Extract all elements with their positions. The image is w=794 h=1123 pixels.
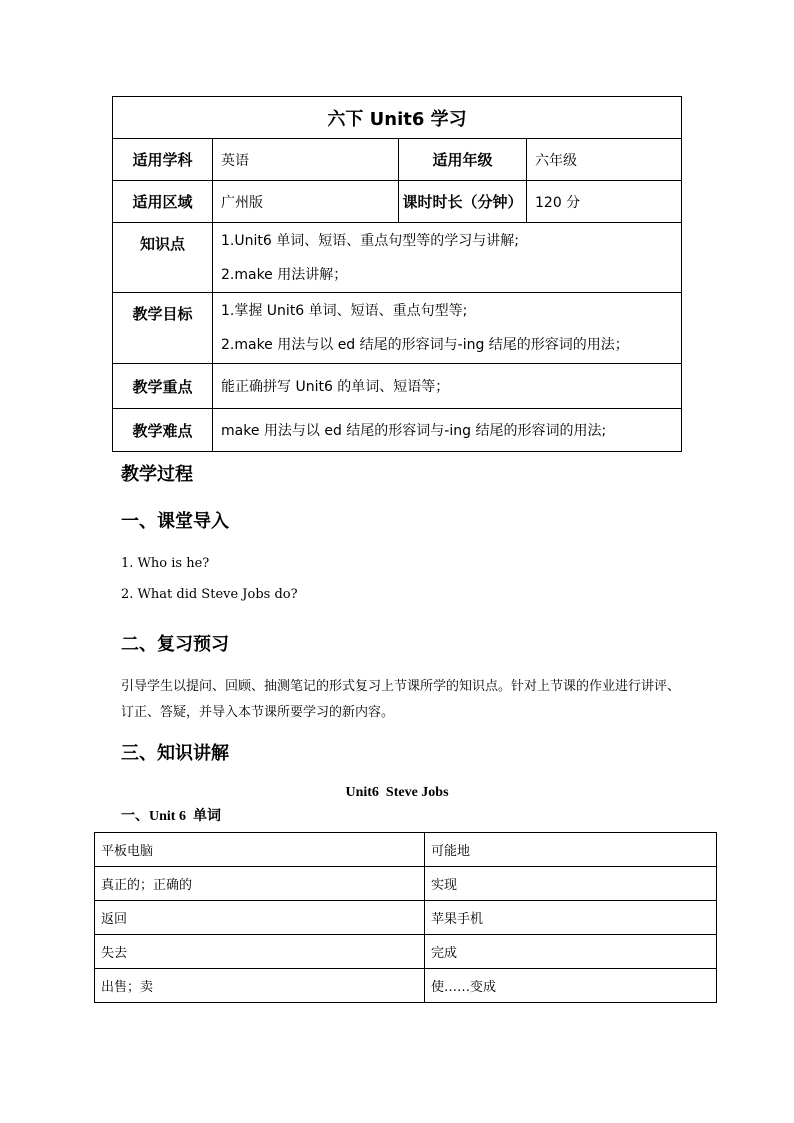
grade-label: 适用年级: [399, 139, 527, 181]
process-heading: 教学过程: [121, 464, 193, 485]
goals-content: [213, 293, 682, 364]
vocab-cell: 平板电脑: [95, 833, 425, 867]
intro-question: 1. Who is he?: [121, 556, 210, 571]
intro-question: 2. What did Steve Jobs do?: [121, 587, 298, 602]
section3-heading: 三、知识讲解: [121, 743, 229, 764]
unit-title: Unit6 Steve Jobs: [345, 785, 449, 800]
vocab-cell: 真正的；正确的: [95, 867, 425, 901]
grade-value: 六年级: [527, 139, 682, 181]
table-row: [95, 901, 717, 935]
vocab-title: 一、Unit 6 单词: [121, 809, 221, 824]
vocab-cell: 可能地: [425, 833, 717, 867]
region-value: 广州版: [213, 181, 399, 223]
section2-heading: 二、复习预习: [121, 634, 229, 655]
vocab-cell: 使……变成: [425, 969, 717, 1003]
knowledge-content: [213, 223, 682, 293]
section1-heading: 一、课堂导入: [121, 511, 229, 532]
table-row: [95, 969, 717, 1003]
knowledge-line: 2.make 用法讲解；: [221, 266, 348, 283]
subject-label: 适用学科: [113, 139, 213, 181]
goals-line: 1.掌握 Unit6 单词、短语、重点句型等;: [221, 303, 468, 319]
subject-value: 英语: [213, 139, 399, 181]
region-label: 适用区域: [113, 181, 213, 223]
review-paragraph: 引导学生以提问、回顾、抽测笔记的形式复习上节课所学的知识点。针对上节课的作业进行讲评、订正、答疑，并导入本节课所要学习的新内容。: [121, 679, 681, 720]
table-row: [95, 935, 717, 969]
difficulty-value: make 用法与以 ed 结尾的形容词与-ing 结尾的形容词的用法;: [213, 409, 682, 452]
vocab-cell: 返回: [95, 901, 425, 935]
vocab-cell: 实现: [425, 867, 717, 901]
focus-label: 教学重点: [113, 364, 213, 409]
knowledge-line: 1.Unit6 单词、短语、重点句型等的学习与讲解;: [221, 232, 519, 249]
table-row: [95, 867, 717, 901]
vocab-cell: 出售；卖: [95, 969, 425, 1003]
duration-label: 课时时长（分钟）: [399, 181, 527, 223]
table-row: [95, 833, 717, 867]
vocab-cell: 苹果手机: [425, 901, 717, 935]
vocab-cell: 失去: [95, 935, 425, 969]
lesson-info-table: [112, 96, 682, 452]
goals-line: 2.make 用法与以 ed 结尾的形容词与-ing 结尾的形容词的用法；: [221, 337, 629, 353]
focus-value: 能正确拼写 Unit6 的单词、短语等；: [213, 364, 682, 409]
vocab-table: [94, 832, 717, 1003]
duration-value: 120 分: [527, 181, 682, 223]
difficulty-label: 教学难点: [113, 409, 213, 452]
goals-label: 教学目标: [113, 293, 213, 364]
lesson-title: 六下 Unit6 学习: [113, 97, 682, 139]
knowledge-label: 知识点: [113, 223, 213, 293]
vocab-cell: 完成: [425, 935, 717, 969]
